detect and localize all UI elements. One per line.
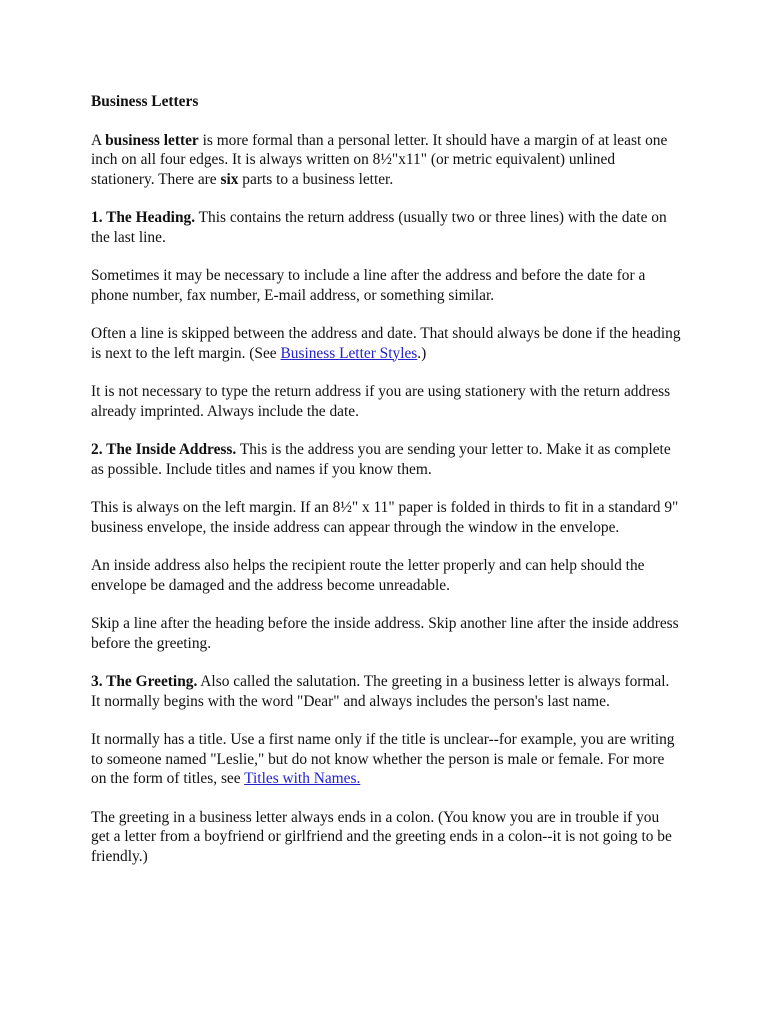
- intro-text-2: is more formal than a personal letter. It should have a margin of at least one inch on all four edges. It is always written on 8½"x11" (or metric equivalent) unlined stationery. There are: [91, 131, 668, 188]
- intro-bold-business-letter: business letter: [105, 131, 199, 149]
- inside-address-paragraph: [91, 440, 681, 479]
- skip-text: Often a line is skipped between the address and date. That should always be done if the heading is next to the left margin. (See: [91, 325, 681, 362]
- skip-end: .): [417, 344, 427, 362]
- colon-paragraph: The greeting in a business letter always ends in a colon. (You know you are in trouble if you get a letter from a boyfriend or girlfriend and the greeting ends in a colon--it is not going to be friendly.): [91, 808, 672, 865]
- route-paragraph: An inside address also helps the recipient route the letter properly and can help should the envelope be damaged and the address become unreadable.: [91, 557, 645, 594]
- document-page: [91, 92, 681, 885]
- skipline-paragraph: Skip a line after the heading before the inside address. Skip another line after the inside address before the greeting.: [91, 615, 679, 652]
- heading-section-label: 1. The Heading.: [91, 209, 196, 226]
- title-text: It normally has a title. Use a first name only if the title is unclear--for example, you are writing to someone named "Leslie," but do not know whether the person is male or female. For more on the form of titles, see: [91, 731, 675, 787]
- return-address-paragraph: It is not necessary to type the return address if you are using stationery with the return address already imprinted. Always include the date.: [91, 383, 671, 420]
- greeting-paragraph: [91, 672, 681, 711]
- intro-text-1: A: [91, 131, 106, 149]
- inside-section-label: 2. The Inside Address.: [91, 441, 237, 458]
- greeting-section-text: Also called the salutation. The greeting in a business letter is always formal. It normally begins with the word "Dear" and always includes the person's last name.: [91, 673, 670, 710]
- skip-paragraph: [91, 324, 681, 363]
- title-paragraph: [91, 730, 681, 789]
- heading-section-text: This contains the return address (usually two or three lines) with the date on the last line.: [91, 209, 667, 246]
- inside-section-text: This is the address you are sending your letter to. Make it as complete as possible. Include titles and names if you know them.: [91, 441, 671, 478]
- greeting-section-label: 3. The Greeting.: [91, 673, 198, 690]
- margin-paragraph: This is always on the left margin. If an 8½" x 11" paper is folded in thirds to fit in a standard 9" business envelope, the inside address can appear through the window in the envelope.: [91, 499, 679, 536]
- titles-with-names-link[interactable]: Titles with Names.: [244, 770, 361, 787]
- document-title: Business Letters: [91, 93, 199, 110]
- business-letter-styles-link[interactable]: Business Letter Styles: [280, 344, 418, 362]
- heading-paragraph: [91, 208, 681, 247]
- intro-text-3: parts to a business letter.: [238, 170, 394, 188]
- intro-bold-six: six: [220, 170, 239, 188]
- phone-paragraph: Sometimes it may be necessary to include a line after the address and before the date for a phone number, fax number, E-mail address, or something similar.: [91, 267, 646, 304]
- intro-paragraph: [91, 131, 681, 190]
